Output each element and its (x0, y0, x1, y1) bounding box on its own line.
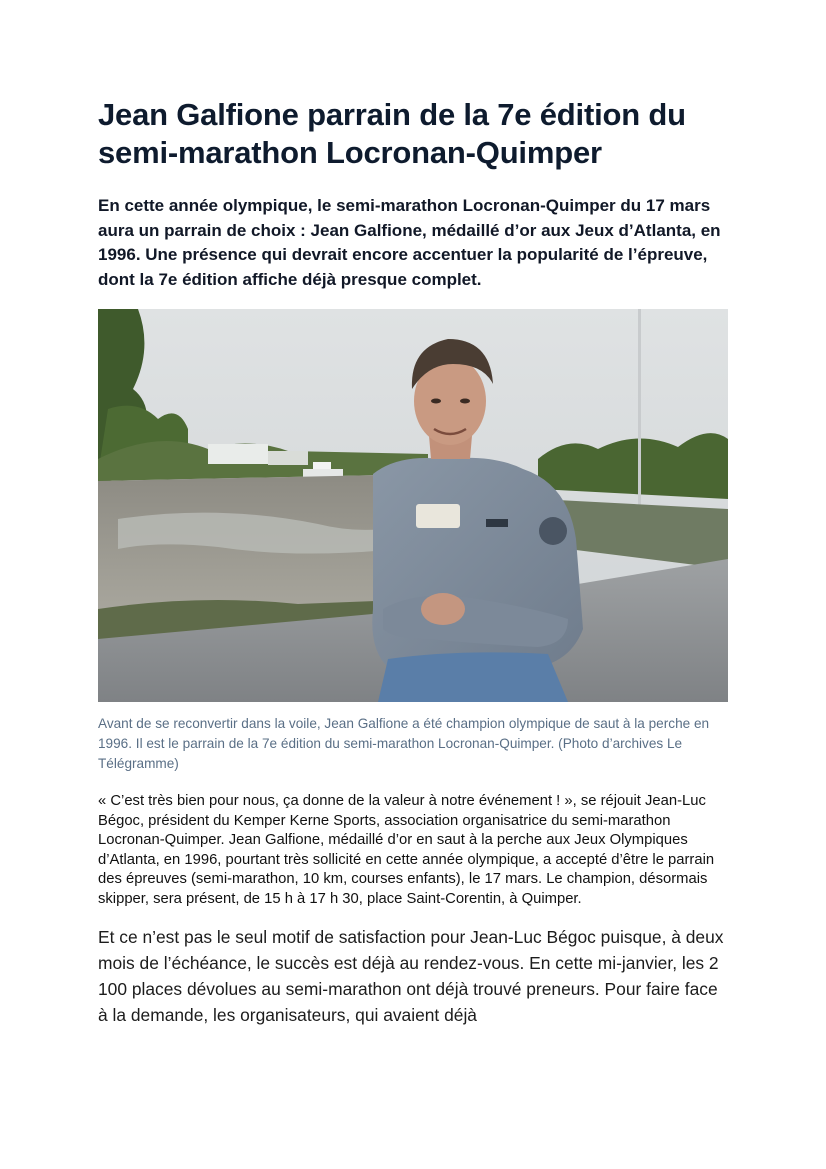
article-lede: En cette année olympique, le semi-marathon Locronan-Quimper du 17 mars aura un parrain de choix : Jean Galfione, médaillé d’or aux Jeux d’Atlanta, en 1996. Une présence qui devrait encore accentuer la popularité de l’épreuve, dont la 7e édition affiche déjà presque complet. (98, 196, 721, 289)
photo-caption: Avant de se reconvertir dans la voile, Jean Galfione a été champion olympique de saut à la perche en 1996. Il est le parrain de la 7e édition du semi-marathon Locronan-Quimper. (Photo d’archives Le Télégramme) (98, 716, 710, 771)
article-paragraph: « C’est très bien pour nous, ça donne de la valeur à notre événement ! », se réjouit Jean-Luc Bégoc, président du Kemper Kerne Sports, association organisatrice du semi-marathon Locronan-Quimper. Jean Galfione, médaillé d’or en saut à la perche aux Jeux Olympiques d’Atlanta, en 1996, pourtant très sollicité en cette année olympique, a accepté d’être le parrain des épreuves (semi-marathon, 10 km, courses enfants), le 17 mars. Le champion, désormais skipper, sera présent, de 15 h à 17 h 30, place Saint-Corentin, à Quimper. (98, 793, 715, 907)
article-paragraph: Et ce n’est pas le seul motif de satisfaction pour Jean-Luc Bégoc puisque, à deux mois de l’échéance, le succès est déjà au rendez-vous. En cette mi-janvier, les 2 100 places dévolues au semi-marathon ont déjà trouvé preneurs. Pour faire face à la demande, les organisateurs, qui avaient déjà (98, 926, 724, 1025)
article-title: Jean Galfione parrain de la 7e édition du semi-marathon Locronan-Quimper (98, 97, 686, 170)
article-photo (98, 309, 728, 702)
article (98, 96, 728, 1028)
